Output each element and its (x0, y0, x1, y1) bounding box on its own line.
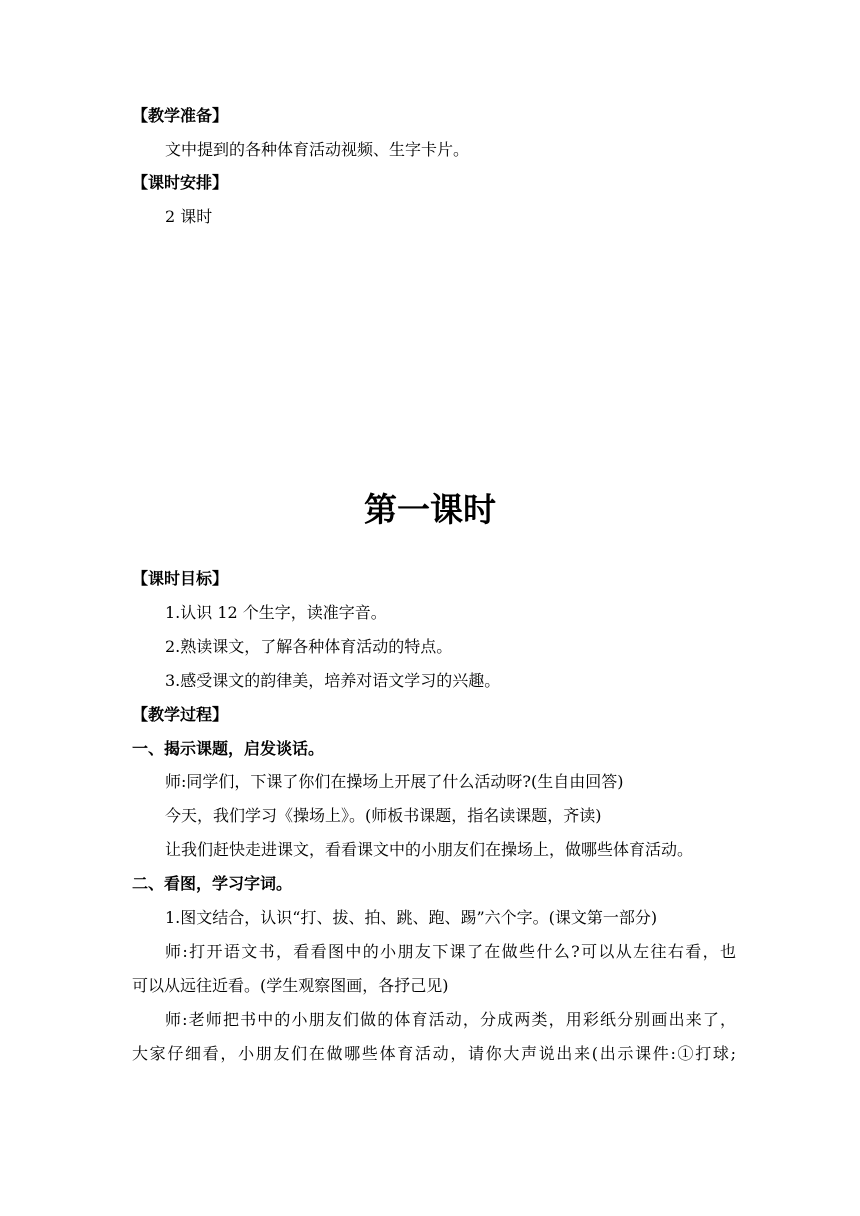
section-2-para-2-line-2: 大家仔细看，小朋友们在做哪些体育活动，请你大声说出来(出示课件:①打球; (132, 1044, 736, 1063)
section-2-para-1-line-2: 可以从远往近看。(学生观察图画，各抒己见) (132, 976, 449, 995)
lesson-goals-heading: 【课时目标】 (132, 569, 229, 588)
section-2-line-1: 1.图文结合，认识“打、拔、拍、跳、跑、踢”六个字。(课文第一部分) (165, 908, 658, 927)
section-1-line-3: 让我们赶快走进课文，看看课文中的小朋友们在操场上，做哪些体育活动。 (165, 840, 694, 859)
goal-item-3: 3.感受课文的韵律美，培养对语文学习的兴趣。 (165, 671, 501, 690)
section-2-heading: 二、看图，学习字词。 (132, 874, 293, 893)
lesson-title: 第一课时 (364, 490, 496, 529)
lesson-schedule-text: 2 课时 (165, 207, 213, 226)
lesson-schedule-heading: 【课时安排】 (132, 173, 229, 192)
teaching-prep-text: 文中提到的各种体育活动视频、生字卡片。 (165, 140, 470, 159)
section-1-heading: 一、揭示课题，启发谈话。 (132, 739, 325, 758)
section-1-line-2: 今天，我们学习《操场上》。(师板书课题，指名读课题，齐读) (165, 806, 602, 825)
goal-item-1: 1.认识 12 个生字，读准字音。 (165, 603, 387, 622)
section-1-line-1: 师:同学们，下课了你们在操场上开展了什么活动呀?(生自由回答) (165, 772, 624, 791)
teaching-process-heading: 【教学过程】 (132, 705, 229, 724)
section-2-para-1-line-1: 师:打开语文书，看看图中的小朋友下课了在做些什么?可以从左往右看，也 (165, 942, 736, 961)
teaching-prep-heading: 【教学准备】 (132, 106, 229, 125)
goal-item-2: 2.熟读课文，了解各种体育活动的特点。 (165, 637, 453, 656)
section-2-para-2-line-1: 师:老师把书中的小朋友们做的体育活动，分成两类，用彩纸分别画出来了， (165, 1010, 736, 1029)
